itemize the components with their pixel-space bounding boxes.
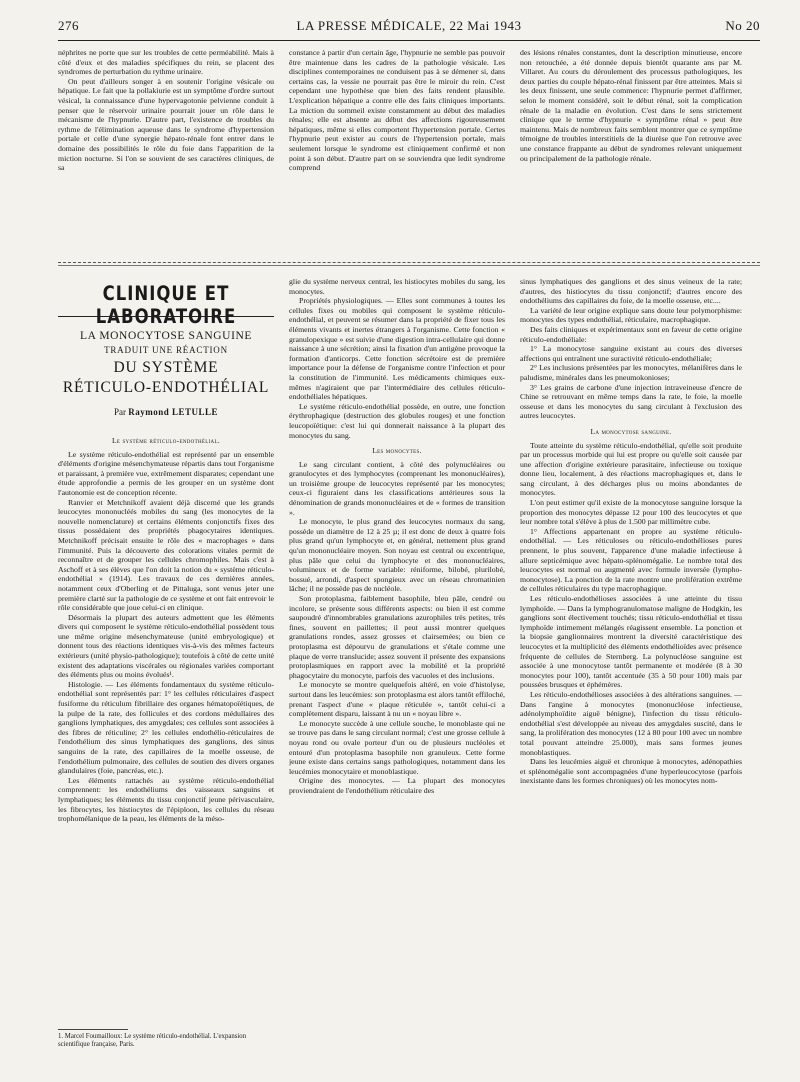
paragraph: 3° Les grains de carbone d'une injection intraveineuse d'encre de Chine se retrouvant en même temps dans la rate, le foie, la moelle osseuse et dans les monocytes du sang circulant à l'exclusion des autres leucocytes. [520, 382, 742, 421]
paragraph: Désormais la plupart des auteurs admettent que les éléments divers qui composent le système réticulo-endothélial possèdent tous une même origine mésenchymateuse (unité embryologique) et donnent tous des réactions identiques vis-à-vis des mêmes facteurs extérieurs (unité physio-pathologique); toutefois à côté de cette unité existent des adaptations viscérales ou régionales variées comportant des éléments plus ou moins évolués¹. [58, 612, 274, 680]
paragraph: 2° Les inclusions présentées par les monocytes, mélanifères dans le paludisme, minérales dans les pneumokonioses; [520, 363, 742, 382]
subheading: Les monocytes. [372, 446, 422, 456]
paragraph: Le système réticulo-endothélial possède, en outre, une fonction érythrophagique (destruction des globules rouges) et une fonction leucopoïétique: c'est lui qui donnerait naissance à la plupart des monocytes du sang. [289, 401, 505, 440]
top-column-3 [520, 48, 742, 253]
paragraph: Le monocyte succède à une cellule souche, le monoblaste qui ne se trouve pas dans le sang circulant normal; c'est une grosse cellule à noyau rond ou ovale porteur d'un ou de plusieurs nucléoles et entouré d'un protoplasma basophile non granuleux. Cette forme jeune existe dans certains sangs pathologiques, notamment dans les leucémies monocytaire et monoblastique. [289, 718, 505, 776]
section-title: CLINIQUE ET LABORATOIRE [95, 282, 237, 328]
paragraph: Propriétés physiologiques. — Elles sont communes à toutes les cellules fixes ou mobiles qui composent le système réticulo-endothélial, et peuvent se résumer dans la propriété de fixer tous les éléments vivants et inertes étrangers à l'organisme. Cette fonction « granulopexique » est suivie d'une digestion intra-cellulaire qui donne naissance à une sécrétion; ainsi la fixation d'un antigène provoque la formation d'anticorps. Cette fonction sécrétoire est de première importance pour la défense de l'organisme contre l'infection et pour la constitution de l'immunité. Les médicaments chimiques eux-mêmes n'agiraient que par l'intermédiaire des cellules réticulo-endothéliales hépatiques. [289, 296, 505, 402]
paragraph: On peut d'ailleurs songer à en soutenir l'origine vésicale ou hépatique. Le fait que la pollakiurie est un symptôme d'ordre surtout vésical, la connaissance d'une hypervagotonie pelvienne conduit à penser que le réservoir urinaire pourrait jouer un rôle dans le mécanisme de l'hypnurie. D'autre part, l'existence de troubles du rythme de l'élimination aqueuse dans le syndrome d'hypertension portale et celle d'une synergie hépato-rénale font entrer dans le domaine des possibilités le rôle du foie dans l'apparition de la miction nocturne. Si l'on se souvient de ses caractères cliniques, de sa [58, 76, 274, 173]
header-rule [58, 40, 760, 41]
paragraph: La variété de leur origine explique sans doute leur polymorphisme: monocytes des types endothélial, réticulaire, macrophagique. [520, 305, 742, 325]
article-column-1 [58, 430, 274, 1024]
subheading: La monocytose sanguine. [590, 426, 672, 436]
paragraph: Le monocyte, le plus grand des leucocytes normaux du sang, possède un diamètre de 12 à 25 µ; il est donc de deux à quatre fois plus grand qu'un lymphocyte et, en général, nettement plus grand qu'un mononucléaire moyen. Son noyau est central ou excentrique, plus pâle que celui du lymphocyte et des mononucléaires, volumineux et de forme variable: réniforme, bilobé, plurilobé, bossué, arrondi, d'aspect spongieux avec un réseau chromatinien lâche; il ne possède pas de nucléole. [289, 517, 505, 594]
article-byline [58, 407, 274, 417]
section-rule [58, 316, 274, 317]
paragraph: néphrites ne porte que sur les troubles de cette perméabilité. Mais à côté d'eux et des maladies spécifiques du rein, se placent des syndromes de perturbation du rythme urinaire. [58, 48, 274, 77]
footnote: 1. Marcel Foumailloux: Le système réticulo-endothélial. L'expansion scientifique française, Paris. [58, 1033, 247, 1049]
paragraph: Des faits cliniques et expérimentaux sont en faveur de cette origine réticulo-endothéliale: [520, 324, 742, 344]
paragraph: glie du système nerveux central, les histiocytes mobiles du sang, les monocytes. [289, 277, 505, 296]
top-column-2 [289, 48, 505, 253]
journal-title: LA PRESSE MÉDICALE, 22 Mai 1943 [296, 18, 522, 33]
paragraph: Histologie. — Les éléments fondamentaux du système réticulo-endothélial sont représentés par: 1° les cellules réticulaires d'aspect fusiforme du réticulum fibrillaire des organes hématopoïétiques, de la pulpe de la rate, des follicules et des cordons médullaires des ganglions lymphatiques, des amygdales; ces cellules sont associées à des fibres de réticuline; 2° les cellules endothélio-réticulaires de l'endothélium des sinus lymphatiques des ganglions, des sinus sanguins de la rate, des capillaires de la moelle osseuse, de l'endothélium pulmonaire, des cellules de soutien des divers organes glandulaires (foie, pancréas, etc.). [58, 679, 274, 776]
top-column-1 [58, 48, 274, 253]
paragraph: Le système réticulo-endothélial est représenté par un ensemble d'éléments d'origine mésenchymateuse répartis dans tout l'organisme et paraissant, à première vue, extrêmement disparates; cependant une étude approfondie a permis de les grouper en un système dont l'autonomie est de conception récente. [58, 449, 274, 497]
paragraph: Origine des monocytes. — La plupart des monocytes proviendraient de l'endothélium réticulaire des [289, 776, 505, 795]
footnote-rule [58, 1029, 128, 1030]
article-column-2 [289, 277, 505, 1067]
paragraph: Son protoplasma, faiblement basophile, bleu pâle, cendré ou incolore, se présente sous différents aspects: ou bien il est comme saupoudré d'innombrables granulations azurophiles très petites, très fines, souvent en paillettes; il peut aussi montrer quelques granulations rondes, assez grosses et clairsemées; ou bien ce protoplasma est dépourvu de granulations et s'étale comme une plaque de verre translucide; assez souvent il présente des expansions protoplasmiques en rapport avec la mobilité et la propriété phagocytaire du monocyte, parfois des vacuoles et des inclusions. [289, 594, 505, 680]
section-divider-line [58, 265, 760, 266]
paragraph: des lésions rénales constantes, dont la description minutieuse, encore non retouchée, a été donnée depuis bientôt quarante ans par M. Villaret. Au cours du déroulement des processus pathologiques, les deux parties du couple hépato-rénal finissent par être atteintes. Mais si les deux finissent, une seule commence: l'hypnurie permet d'affirmer, selon le moment considéré, soit le début rénal, soit la complication rénale de la maladie en évolution. C'est dans le sens strictement clinique que le terme d'hypnurie « symptôme rénal » peut être maintenu. Mais de nombreux faits semblent montrer que ce symptôme témoigne de troubles interstitiels de la diurèse que l'on retrouve avec une constance frappante au début de syndromes relevant uniquement ou principalement de la pathologie rénale. [520, 48, 742, 163]
article-title-line-2: TRADUIT UNE RÉACTION [104, 345, 228, 355]
article-title-line-1: LA MONOCYTOSE SANGUINE [79, 330, 253, 342]
article-title-block [58, 326, 274, 417]
paragraph: Les éléments rattachés au système réticulo-endothélial comprennent: les endothéliums des vaisseaux sanguins et lymphatiques; les éléments du tissu conjonctif jeune périvasculaire, les fibrocytes, les histiocytes de l'épiploon, les cellules du réseau trophomélanique de la peau, les éléments de la méso- [58, 775, 274, 824]
page-number: 276 [58, 18, 79, 33]
article-title-line-4: RÉTICULO-ENDOTHÉLIAL [62, 379, 270, 396]
article-column-3 [520, 277, 742, 1067]
paragraph: Le monocyte se montre quelquefois altéré, en voie d'histolyse, surtout dans les leucémies: son protoplasma est alors tantôt effiloché, prenant l'aspect d'une « plaque réticulée », tantôt celui-ci a complètement disparu, laissant à nu un « noyau libre ». [289, 680, 505, 719]
paragraph: Dans les leucémies aiguë et chronique à monocytes, adénopathies et splénomégalie sont accompagnées d'une hyperleucocytose (parfois inexistante dans les formes chroniques) où les monocytes nom- [520, 757, 742, 786]
issue-number: No 20 [725, 18, 760, 33]
paragraph: Le sang circulant contient, à côté des polynucléaires ou granulocytes et des lymphocytes (comprenant les mononucléaires), un troisième groupe de leucocytes représenté par les monocytes; ceux-ci figuraient dans les classifications antérieures sous la dénomination de grands mononucléaires et de « formes de transition ». [289, 459, 505, 517]
article-title-line-3: DU SYSTÈME [113, 359, 219, 376]
byline-prefix: Par [113, 407, 126, 417]
paragraph: Toute atteinte du système réticulo-endothélial, qu'elle soit produite par un processus morbide qui lui est propre ou qu'elle soit causée par une affection d'origine extérieure parasitaire, infectieuse ou toxique donne lieu, localement, à des réactions macrophagiques et, dans le sang circulant, à des décharges plus ou moins abondantes de monocytes. [520, 440, 742, 498]
page-header [58, 16, 760, 38]
paragraph: Les réticulo-endothélioses associées à des altérations sanguines. — Dans l'angine à monocytes (mononucléose infectieuse, adénolymphoïdite aiguë bénigne), l'infection du tissu réticulo-endothélial s'est développée au niveau des amygdales suscité, dans le sang, la prolifération des monocytes (12 à 80 pour 100 avec un nombre total pouvant atteindre 25.000), mais sans formes jeunes monoblastiques. [520, 689, 742, 757]
section-divider [58, 262, 760, 263]
paragraph: 1° La monocytose sanguine existant au cours des diverses affections qui entraînent une suractivité réticulo-endothéliale; [520, 344, 742, 363]
subheading: Le système réticulo-endothélial. [111, 436, 220, 445]
paragraph: constance à partir d'un certain âge, l'hypnurie ne semble pas pouvoir être maintenue dans les cadres de la pathologie vésicale. Les disciplines contemporaines ne conduisent pas à se démener si, dans certains cas, la vessie ne pourrait pas être le miroir du rein. C'est cependant une hypothèse que bien des faits rendent plausible. L'explication hépatique a contre elle des faits cliniques importants. La miction du sommeil existe constamment au début des maladies rénales; elle est absente au début des affections rigoureusement hépatiques, même si elles comportent l'hypertension portale. Certes l'hypnurie peut exister au cours de l'hypertension portale, mais seulement lorsque le syndrome est cliniquement confirmé et non point à son début. D'autre part on se souviendra que ledit syndrome comprend [289, 48, 505, 173]
author-name: Raymond LETULLE [128, 407, 219, 417]
paragraph: Ranvier et Metchnikoff avaient déjà discerné que les grands leucocytes mononucléés mobiles du sang (les monocytes de la nouvelle nomenclature) et certains éléments conjonctifs fixes des tissus possédaient des propriétés phagocytaires identiques. Metchnikoff précisait ensuite le rôle des « macrophages » dans l'immunité. Puis la découverte des colorations vitales permit de reconnaître et de grouper les cellules chromophiles. Mais c'est à Aschoff et à ses élèves que l'on doit la notion du « système réticulo-endothélial » (1914). Les travaux de ces dernières années, notamment ceux d'Oberling et de Pittaluga, sont venus jeter une première clarté sur la pathologie de ce système et ont fait entrevoir le rôle considérable que joue celui-ci en clinique. [58, 497, 274, 613]
paragraph: L'on peut estimer qu'il existe de la monocytose sanguine lorsque la proportion des monocytes dépasse 12 pour 100 des leucocytes et que leur nombre total s'élève à plus de 1.500 par millimètre cube. [520, 498, 742, 527]
paragraph: Les réticulo-endothélioses associées à une atteinte du tissu lymphoïde. — Dans la lymphogranulomatose maligne de Hodgkin, les ganglions sont électivement touchés; tissu réticulo-endothélial et tissu lymphoïde intimement mélangés réagissent ensemble. La ponction et la biopsie ganglionnaires montrent la diversité caractéristique des leucocytes et la multiplicité des éléments endothélioïdes avec présence fréquente de cellules de Sternberg. La polynucléose sanguine est associée à une monocytose tantôt permanente et modérée (8 à 30 monocytes pour 100), tantôt accentuée (35 à 50 pour 100) mais par poussées brusques et éphémères. [520, 594, 742, 690]
paragraph: sinus lymphatiques des ganglions et des sinus veineux de la rate; d'autres, des histiocytes du tissu conjonctif; d'autres encore des endothéliums des capillaires du foie, de la moelle osseuse, etc.... [520, 277, 742, 306]
paragraph: 1° Affections appartenant en propre au système réticulo-endothélial. — Les réticuloses ou réticulo-endothélioses pures prennent, le plus souvent, l'apparence d'une maladie infectieuse à allure septicémique avec hépato-splénomégalie. Le nombre total des leucocytes est normal ou augmenté avec formule inversée (lympho-monocytose). La ponction de la rate montre une prolifération extrême de cellules réticulaires du type macrophagique. [520, 526, 742, 594]
